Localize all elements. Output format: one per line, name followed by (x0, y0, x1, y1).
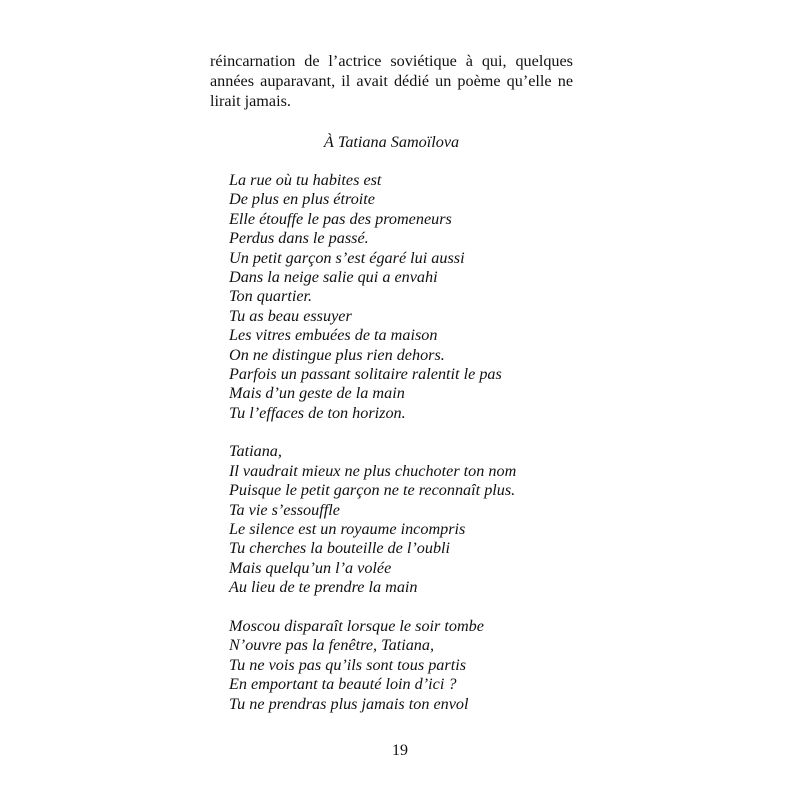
poem-verse: Le silence est un royaume incompris (229, 520, 466, 539)
poem-verse: En emportant ta beauté loin d’ici ? (229, 675, 457, 694)
prose-line: lirait jamais. (210, 92, 291, 110)
poem-verse: Il vaudrait mieux ne plus chuchoter ton nom (229, 461, 517, 480)
page-number: 19 (392, 742, 408, 759)
poem-dedication: À Tatiana Samoïlova (323, 133, 460, 151)
poem-verse: Tu ne vois pas qu’ils sont tous partis (229, 655, 466, 674)
poem-verse: Au lieu de te prendre la main (229, 578, 418, 597)
poem-verse: Perdus dans le passé. (229, 229, 369, 248)
prose-paragraph (210, 51, 573, 111)
poem-verse: Puisque le petit garçon ne te reconnaît plus. (229, 481, 516, 500)
poem-verse: Tatiana, (229, 442, 282, 461)
poem-verse: N’ouvre pas la fenêtre, Tatiana, (229, 636, 435, 655)
poem-verse: Tu l’effaces de ton horizon. (229, 403, 406, 422)
poem-verse: Mais quelqu’un l’a volée (229, 558, 392, 577)
poem-stanza-1 (229, 171, 609, 423)
poem-verse: Les vitres embuées de ta maison (229, 326, 438, 345)
poem-verse: Tu as beau essuyer (229, 306, 352, 325)
poem-verse: Un petit garçon s’est égaré lui aussi (229, 248, 465, 267)
poem-stanza-3 (229, 617, 609, 714)
prose-line: années auparavant, il avait dédié un poème qu’elle ne (210, 72, 573, 90)
poem-verse: Tu ne prendras plus jamais ton envol (229, 694, 469, 713)
poem-verse: Dans la neige salie qui a envahi (229, 267, 438, 286)
poem (229, 171, 609, 733)
poem-verse: Parfois un passant solitaire ralentit le pas (229, 364, 502, 383)
poem-verse: Mais d’un geste de la main (229, 384, 405, 403)
prose-line: réincarnation de l’actrice soviétique à qui, quelques (210, 52, 573, 70)
poem-verse: De plus en plus étroite (229, 190, 375, 209)
poem-stanza-2 (229, 442, 609, 597)
poem-verse: Ta vie s’essouffle (229, 500, 340, 519)
poem-verse: Moscou disparaît lorsque le soir tombe (229, 616, 484, 635)
poem-verse: Tu cherches la bouteille de l’oubli (229, 539, 451, 558)
poem-verse: La rue où tu habites est (229, 171, 382, 189)
poem-verse: Ton quartier. (229, 287, 313, 306)
poem-verse: On ne distingue plus rien dehors. (229, 345, 445, 364)
poem-verse: Elle étouffe le pas des promeneurs (229, 209, 452, 228)
